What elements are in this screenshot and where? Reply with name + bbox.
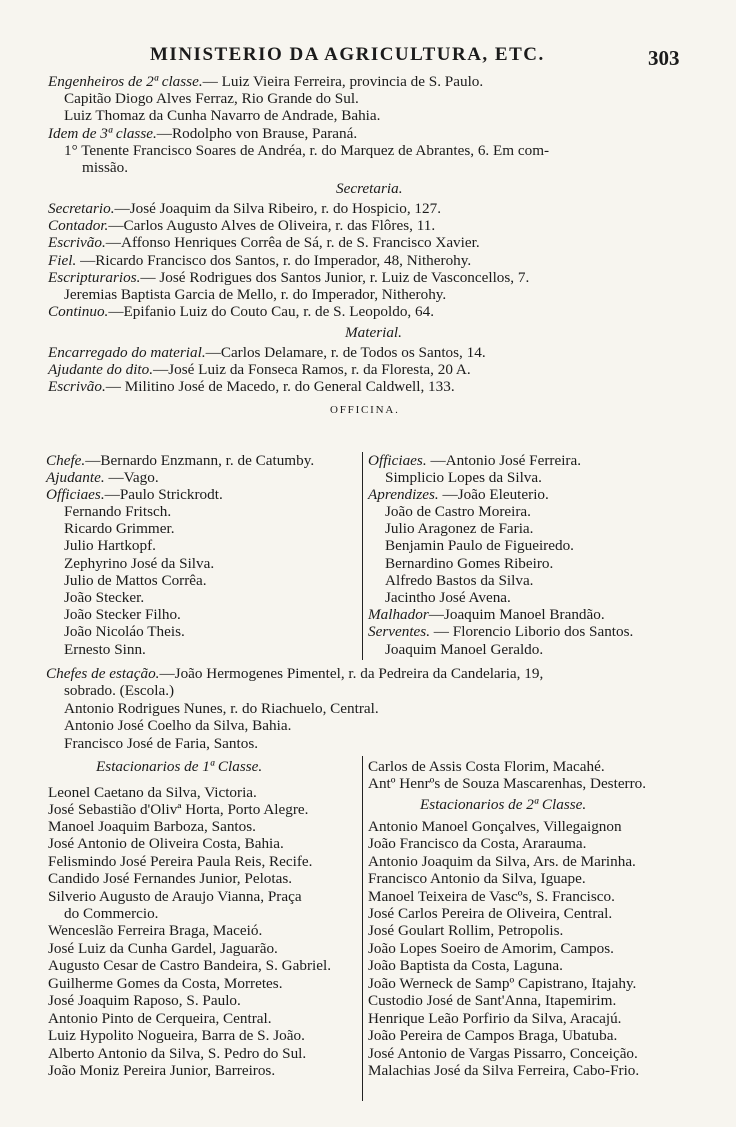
estacionario-entry: Manoel Joaquim Barboza, Santos. xyxy=(48,818,256,835)
estacionario-entry: Antonio Pinto de Cerqueira, Central. xyxy=(48,1010,272,1027)
role-label: Encarregado do material. xyxy=(48,344,206,361)
officina-right-row: Jacintho José Avena. xyxy=(385,589,511,606)
estacionario-entry: Custodio José de Sant'Anna, Itapemirim. xyxy=(368,992,617,1009)
estacionario-entry: João Pereira de Campos Braga, Ubatuba. xyxy=(368,1027,618,1044)
engenheiros-2-line xyxy=(48,73,483,91)
officina-right-row: Simplicio Lopes da Silva. xyxy=(385,469,542,486)
estacionario-entry: João Werneck de Sampº Capistrano, Itajahy. xyxy=(368,975,637,992)
entry-text: —Rodolpho von Brause, Paraná. xyxy=(156,125,358,142)
officina-left-row: João Nicoláo Theis. xyxy=(64,623,185,640)
role-label: Escrivão. xyxy=(48,234,106,251)
estacionario-entry: Antonio Joaquim da Silva, Ars. de Marinha. xyxy=(368,853,636,870)
estacionario-entry: João Moniz Pereira Junior, Barreiros. xyxy=(48,1062,276,1079)
column-divider xyxy=(362,756,363,1101)
role-label: Officiaes. xyxy=(46,486,105,503)
role-label: Ajudante do dito. xyxy=(48,361,154,378)
chefes-line xyxy=(46,665,543,683)
officina-left-row: Zephyrino José da Silva. xyxy=(64,555,215,572)
entry-text: —Carlos Augusto Alves de Oliveira, r. das Flôres, 11. xyxy=(108,217,436,234)
entry-text: — Luiz Vieira Ferreira, provincia de S. Paulo. xyxy=(202,73,484,90)
entry-text: —Vago. xyxy=(104,469,159,486)
officina-left-row: João Stecker. xyxy=(64,589,145,606)
estacionario-entry: Henrique Leão Porfirio da Silva, Aracajú. xyxy=(368,1010,622,1027)
role-label: Officiaes. xyxy=(368,452,427,469)
officina-right-row: Joaquim Manoel Geraldo. xyxy=(385,641,544,658)
officina-left-row xyxy=(46,486,223,504)
estacionario-entry: José Sebastião d'Olivª Horta, Porto Alegre. xyxy=(48,801,309,818)
entry-text: —Ricardo Francisco dos Santos, r. do Imperador, 48, Nitherohy. xyxy=(76,252,472,269)
tenente-continuation: missão. xyxy=(82,159,128,176)
estacionario-entry: José Antonio de Vargas Pissarro, Conceição. xyxy=(368,1045,638,1062)
tenente-line: 1° Tenente Francisco Soares de Andréa, r. do Marquez de Abrantes, 6. Em com- xyxy=(64,142,550,159)
officina-left-row: Ernesto Sinn. xyxy=(64,641,146,658)
column-divider xyxy=(362,452,363,660)
running-header-title: MINISTERIO DA AGRICULTURA, ETC. xyxy=(150,44,545,65)
officina-left-row: Fernando Fritsch. xyxy=(64,503,172,520)
estacionario-entry: José Joaquim Raposo, S. Paulo. xyxy=(48,992,241,1009)
entry-text: —Paulo Strickrodt. xyxy=(104,486,223,503)
estacionario-entry: João Baptista da Costa, Laguna. xyxy=(368,957,563,974)
officina-left-row: Ricardo Grimmer. xyxy=(64,520,175,537)
officina-left-row: Julio de Mattos Corrêa. xyxy=(64,572,207,589)
luiz-navarro-line: Luiz Thomaz da Cunha Navarro de Andrade, Bahia. xyxy=(64,107,381,124)
material-row xyxy=(48,344,486,362)
role-label: Serventes. xyxy=(368,623,430,640)
entry-text: —João Eleuterio. xyxy=(438,486,549,503)
officina-left-row xyxy=(46,452,314,470)
entry-text: —Antonio José Ferreira. xyxy=(426,452,582,469)
entry-text: Jeremias Baptista Garcia de Mello, r. do Imperador, Nitherohy. xyxy=(64,286,447,303)
entry-text: —João Hermogenes Pimentel, r. da Pedreira da Candelaria, 19, xyxy=(159,665,544,682)
officina-left-row: João Stecker Filho. xyxy=(64,606,181,623)
estacionario-entry: José Carlos Pereira de Oliveira, Central. xyxy=(368,905,613,922)
role-label: Contador. xyxy=(48,217,109,234)
secretaria-row xyxy=(48,303,434,321)
officina-right-row: João de Castro Moreira. xyxy=(385,503,531,520)
officina-right-row: Benjamin Paulo de Figueiredo. xyxy=(385,537,574,554)
estacionario-entry: José Goulart Rollim, Petropolis. xyxy=(368,922,564,939)
role-label: Ajudante. xyxy=(46,469,105,486)
engenheiros-3-line xyxy=(48,125,357,143)
estacionario-entry: Augusto Cesar de Castro Bandeira, S. Gabriel. xyxy=(48,957,332,974)
chefes-line: Antonio Rodrigues Nunes, r. do Riachuelo, Central. xyxy=(64,700,379,717)
estacionario-entry: Felismindo José Pereira Paula Reis, Recife. xyxy=(48,853,313,870)
officina-right-row: Bernardino Gomes Ribeiro. xyxy=(385,555,554,572)
role-label: Chefe. xyxy=(46,452,86,469)
entry-text: —Carlos Delamare, r. de Todos os Santos, 14. xyxy=(205,344,486,361)
estacionario-entry: Silverio Augusto de Araujo Vianna, Praça xyxy=(48,888,302,905)
estacionarios-1-heading: Estacionarios de 1ª Classe. xyxy=(96,758,263,775)
role-label: Continuo. xyxy=(48,303,109,320)
secretaria-row xyxy=(48,269,529,287)
officina-heading: OFFICINA. xyxy=(330,404,400,416)
officina-right-row: Alfredo Bastos da Silva. xyxy=(385,572,534,589)
entry-text: — Florencio Liborio dos Santos. xyxy=(430,623,634,640)
entry-text: —José Joaquim da Silva Ribeiro, r. do Hospicio, 127. xyxy=(114,200,442,217)
estacionario-entry: Candido José Fernandes Junior, Pelotas. xyxy=(48,870,293,887)
estacionario-entry: Luiz Hypolito Nogueira, Barra de S. João. xyxy=(48,1027,305,1044)
estacionario-entry: Malachias José da Silva Ferreira, Cabo-Frio. xyxy=(368,1062,640,1079)
estacionario-entry: Antº Henrºs de Souza Mascarenhas, Desterro. xyxy=(368,775,647,792)
role-label: Malhador xyxy=(368,606,429,623)
material-heading: Material. xyxy=(345,324,402,341)
estacionario-entry: Guilherme Gomes da Costa, Morretes. xyxy=(48,975,283,992)
role-label: Escrivão. xyxy=(48,378,106,395)
page-number: 303 xyxy=(648,46,680,70)
estacionario-entry: José Antonio de Oliveira Costa, Bahia. xyxy=(48,835,284,852)
entry-text: — Militino José de Macedo, r. do General Caldwell, 133. xyxy=(105,378,455,395)
officina-right-row: Julio Aragonez de Faria. xyxy=(385,520,534,537)
chefes-line: Francisco José de Faria, Santos. xyxy=(64,735,259,752)
entry-text: — José Rodrigues dos Santos Junior, r. Luiz de Vasconcellos, 7. xyxy=(140,269,530,286)
role-label: Chefes de estação. xyxy=(46,665,160,682)
material-row xyxy=(48,378,455,396)
secretaria-row xyxy=(48,234,480,252)
entry-text: —José Luiz da Fonseca Ramos, r. da Floresta, 20 A. xyxy=(153,361,471,378)
estacionario-entry: do Commercio. xyxy=(64,905,159,922)
role-label: Aprendizes. xyxy=(368,486,439,503)
role-label: Escripturarios. xyxy=(48,269,141,286)
role-label: Fiel. xyxy=(48,252,77,269)
estacionario-entry: João Lopes Soeiro de Amorim, Campos. xyxy=(368,940,614,957)
estacionarios-2-heading: Estacionarios de 2ª Classe. xyxy=(420,796,587,813)
capitao-line: Capitão Diogo Alves Ferraz, Rio Grande do Sul. xyxy=(64,90,359,107)
entry-text: —Epifanio Luiz do Couto Cau, r. de S. Leopoldo, 64. xyxy=(108,303,434,320)
material-row xyxy=(48,361,471,379)
estacionario-entry: Alberto Antonio da Silva, S. Pedro do Sul. xyxy=(48,1045,307,1062)
officina-left-row xyxy=(46,469,159,487)
entry-text: —Joaquim Manoel Brandão. xyxy=(428,606,605,623)
chefes-line: sobrado. (Escola.) xyxy=(64,682,175,699)
role-label: Engenheiros de 2ª classe. xyxy=(48,73,203,90)
secretaria-row xyxy=(64,286,446,304)
estacionario-entry: Wenceslão Ferreira Braga, Maceió. xyxy=(48,922,263,939)
officina-right-row xyxy=(368,623,633,641)
estacionario-entry: João Francisco da Costa, Ararauma. xyxy=(368,835,587,852)
estacionario-entry: Manoel Teixeira de Vascºs, S. Francisco. xyxy=(368,888,615,905)
officina-left-row: Julio Hartkopf. xyxy=(64,537,156,554)
entry-text: —Affonso Henriques Corrêa de Sá, r. de S. Francisco Xavier. xyxy=(105,234,480,251)
secretaria-heading: Secretaria. xyxy=(336,180,403,197)
estacionario-entry: José Luiz da Cunha Gardel, Jaguarão. xyxy=(48,940,278,957)
officina-right-row xyxy=(368,606,605,624)
secretaria-row xyxy=(48,200,441,218)
chefes-line: Antonio José Coelho da Silva, Bahia. xyxy=(64,717,292,734)
estacionario-entry: Francisco Antonio da Silva, Iguape. xyxy=(368,870,586,887)
role-label: Idem de 3ª classe. xyxy=(48,125,157,142)
officina-right-row xyxy=(368,452,581,470)
estacionario-entry: Antonio Manoel Gonçalves, Villegaignon xyxy=(368,818,622,835)
estacionario-entry: Leonel Caetano da Silva, Victoria. xyxy=(48,784,257,801)
estacionario-entry: Carlos de Assis Costa Florim, Macahé. xyxy=(368,758,605,775)
role-label: Secretario. xyxy=(48,200,115,217)
secretaria-row xyxy=(48,217,435,235)
entry-text: —Bernardo Enzmann, r. de Catumby. xyxy=(85,452,315,469)
officina-right-row xyxy=(368,486,549,504)
secretaria-row xyxy=(48,252,471,270)
